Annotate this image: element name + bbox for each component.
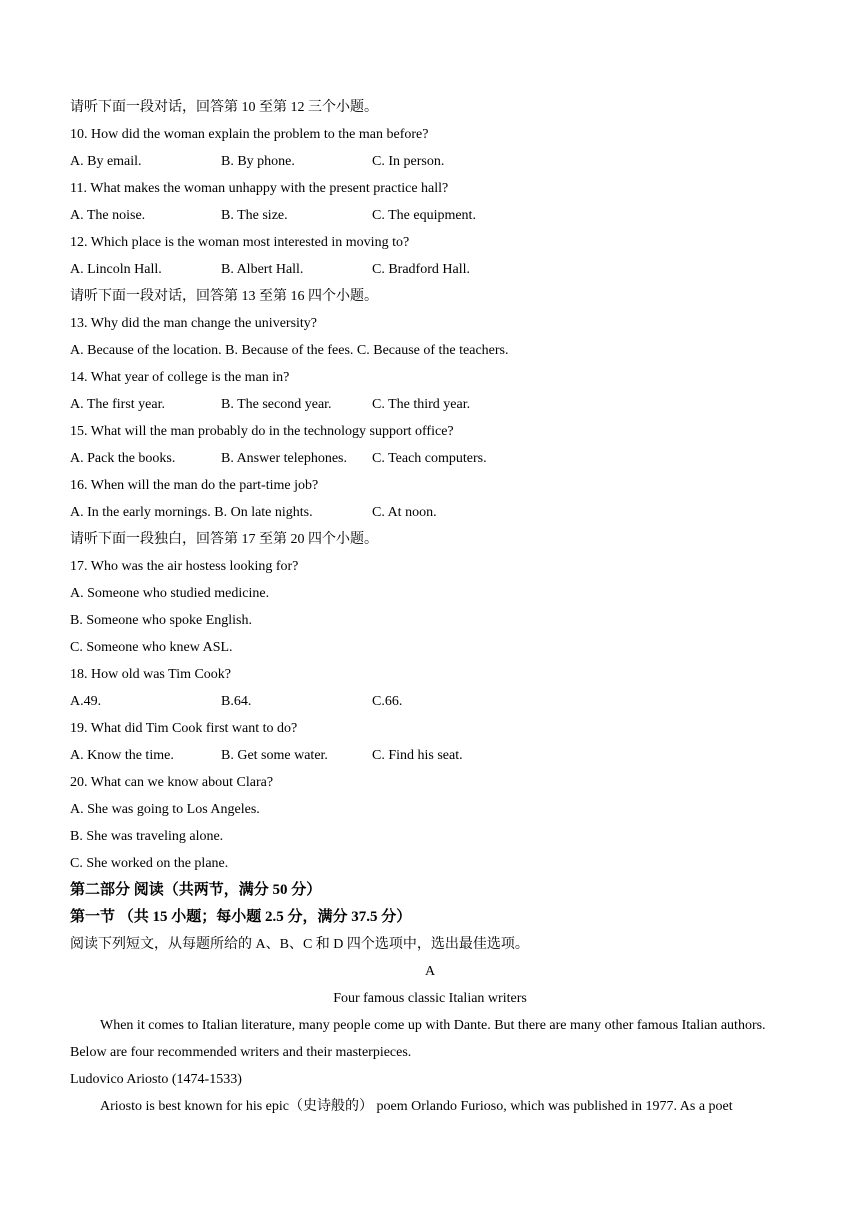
instruction-10-12: 请听下面一段对话，回答第 10 至第 12 三个小题。 bbox=[70, 100, 378, 115]
question-15-options bbox=[70, 445, 790, 472]
option-c: C. Find his seat. bbox=[372, 748, 463, 763]
question-19: 19. What did Tim Cook first want to do? bbox=[70, 721, 298, 736]
option-a: A. Know the time. bbox=[70, 748, 174, 763]
option-b: B. The size. bbox=[221, 208, 288, 223]
option-c: C. She worked on the plane. bbox=[70, 856, 229, 871]
page-content bbox=[70, 94, 790, 1120]
option-b: B. By phone. bbox=[221, 154, 295, 169]
section-one-heading: 第一节 （共 15 小题；每小题 2.5 分，满分 37.5 分） bbox=[70, 909, 412, 925]
option-a: A. Pack the books. bbox=[70, 451, 176, 466]
question-10-options bbox=[70, 148, 790, 175]
writer-paragraph: Ariosto is best known for his epic（史诗般的） poem Orlando Furioso, which was published in 1977. As a poet bbox=[100, 1099, 733, 1114]
question-20: 20. What can we know about Clara? bbox=[70, 775, 274, 790]
instruction-17-20: 请听下面一段独白，回答第 17 至第 20 四个小题。 bbox=[70, 532, 378, 547]
question-12-options bbox=[70, 256, 790, 283]
option-a: A. Someone who studied medicine. bbox=[70, 586, 270, 601]
option-c: C. In person. bbox=[372, 154, 445, 169]
option-a: A. The first year. bbox=[70, 397, 165, 412]
question-11-options bbox=[70, 202, 790, 229]
option-c: C.66. bbox=[372, 694, 403, 709]
question-18: 18. How old was Tim Cook? bbox=[70, 667, 232, 682]
question-10: 10. How did the woman explain the problem to the man before? bbox=[70, 127, 429, 142]
option-a-b: A. In the early mornings. B. On late nights. bbox=[70, 505, 313, 520]
passage-letter: A bbox=[424, 964, 436, 979]
option-a: A. She was going to Los Angeles. bbox=[70, 802, 260, 817]
question-17: 17. Who was the air hostess looking for? bbox=[70, 559, 299, 574]
option-c: C. Teach computers. bbox=[372, 451, 487, 466]
question-15: 15. What will the man probably do in the technology support office? bbox=[70, 424, 454, 439]
passage-intro: When it comes to Italian literature, many people come up with Dante. But there are many other famous Italian authors. Below are four recommended writers and their masterpieces. bbox=[70, 1018, 766, 1060]
reading-instruction: 阅读下列短文，从每题所给的 A、B、C 和 D 四个选项中，选出最佳选项。 bbox=[70, 937, 529, 952]
option-a: A.49. bbox=[70, 694, 102, 709]
option-a: A. By email. bbox=[70, 154, 142, 169]
option-b: B. She was traveling alone. bbox=[70, 829, 224, 844]
question-12: 12. Which place is the woman most interested in moving to? bbox=[70, 235, 410, 250]
option-c: C. Someone who knew ASL. bbox=[70, 640, 233, 655]
option-c: C. The third year. bbox=[372, 397, 471, 412]
question-16-options bbox=[70, 499, 790, 526]
option-b: B. Get some water. bbox=[221, 748, 328, 763]
question-16: 16. When will the man do the part-time job? bbox=[70, 478, 319, 493]
part-two-heading: 第二部分 阅读（共两节，满分 50 分） bbox=[70, 882, 322, 898]
option-c: C. The equipment. bbox=[372, 208, 476, 223]
option-a: A. The noise. bbox=[70, 208, 146, 223]
option-b: B. The second year. bbox=[221, 397, 332, 412]
question-19-options bbox=[70, 742, 790, 769]
option-b: B.64. bbox=[221, 694, 252, 709]
question-14: 14. What year of college is the man in? bbox=[70, 370, 290, 385]
question-11: 11. What makes the woman unhappy with the present practice hall? bbox=[70, 181, 449, 196]
option-c: C. Bradford Hall. bbox=[372, 262, 470, 277]
option-c: C. At noon. bbox=[372, 505, 437, 520]
question-14-options bbox=[70, 391, 790, 418]
option-a: A. Lincoln Hall. bbox=[70, 262, 162, 277]
instruction-13-16: 请听下面一段对话，回答第 13 至第 16 四个小题。 bbox=[70, 289, 378, 304]
question-18-options bbox=[70, 688, 790, 715]
option-b: B. Someone who spoke English. bbox=[70, 613, 252, 628]
question-13-options: A. Because of the location. B. Because of the fees. C. Because of the teachers. bbox=[70, 343, 509, 358]
writer-name: Ludovico Ariosto (1474-1533) bbox=[70, 1072, 242, 1087]
option-b: B. Albert Hall. bbox=[221, 262, 304, 277]
option-b: B. Answer telephones. bbox=[221, 451, 347, 466]
passage-title: Four famous classic Italian writers bbox=[333, 991, 527, 1006]
question-13: 13. Why did the man change the university? bbox=[70, 316, 318, 331]
